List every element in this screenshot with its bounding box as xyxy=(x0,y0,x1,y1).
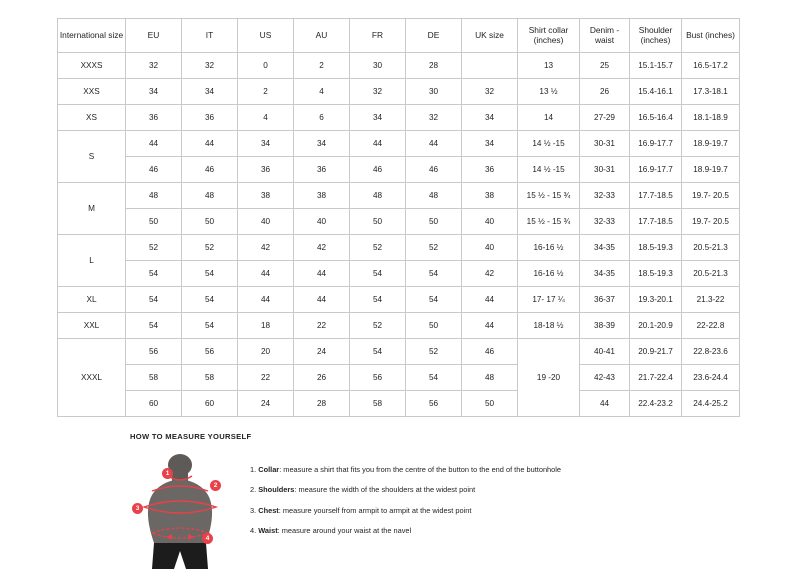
measure-instruction-3 xyxy=(250,506,750,515)
cell-denim-waist: 30-31 xyxy=(580,131,630,157)
cell-au: 28 xyxy=(294,391,350,417)
cell-shirt-collar: 16-16 ½ xyxy=(518,235,580,261)
cell-bust: 24.4-25.2 xyxy=(682,391,740,417)
how-to-measure-section xyxy=(130,432,750,571)
column-header-shirt-collar: Shirt collar (inches) xyxy=(518,19,580,53)
cell-shirt-collar: 14 ½ -15 xyxy=(518,157,580,183)
cell-us: 38 xyxy=(238,183,294,209)
size-chart-table xyxy=(57,18,740,417)
cell-de: 50 xyxy=(406,313,462,339)
cell-it: 58 xyxy=(182,365,238,391)
column-header-fr: FR xyxy=(350,19,406,53)
cell-shirt-collar: 19 -20 xyxy=(518,339,580,417)
cell-us: 36 xyxy=(238,157,294,183)
cell-it: 50 xyxy=(182,209,238,235)
instruction-text: : measure around your waist at the navel xyxy=(277,525,412,535)
cell-au: 24 xyxy=(294,339,350,365)
table-row xyxy=(58,261,740,287)
instruction-number: 4. xyxy=(250,525,257,535)
cell-uk-size: 44 xyxy=(462,313,518,339)
cell-eu: 34 xyxy=(126,79,182,105)
cell-eu: 58 xyxy=(126,365,182,391)
column-header-eu: EU xyxy=(126,19,182,53)
cell-uk-size: 42 xyxy=(462,261,518,287)
cell-it: 52 xyxy=(182,235,238,261)
cell-international-size: XL xyxy=(58,287,126,313)
column-header-uk-size: UK size xyxy=(462,19,518,53)
cell-international-size: S xyxy=(58,131,126,183)
cell-denim-waist: 30-31 xyxy=(580,157,630,183)
cell-eu: 44 xyxy=(126,131,182,157)
marker-3-chest: 3 xyxy=(132,503,143,514)
cell-eu: 52 xyxy=(126,235,182,261)
instruction-text: : measure a shirt that fits you from the centre of the button to the end of the buttonhole xyxy=(279,465,562,474)
cell-eu: 48 xyxy=(126,183,182,209)
cell-fr: 54 xyxy=(350,287,406,313)
table-row xyxy=(58,339,740,365)
cell-fr: 48 xyxy=(350,183,406,209)
cell-us: 34 xyxy=(238,131,294,157)
cell-denim-waist: 34-35 xyxy=(580,235,630,261)
cell-denim-waist: 38-39 xyxy=(580,313,630,339)
cell-us: 4 xyxy=(238,105,294,131)
cell-us: 42 xyxy=(238,235,294,261)
cell-uk-size: 38 xyxy=(462,183,518,209)
measure-instruction-2 xyxy=(250,485,750,494)
cell-international-size: XXXS xyxy=(58,53,126,79)
cell-it: 56 xyxy=(182,339,238,365)
cell-bust: 23.6-24.4 xyxy=(682,365,740,391)
cell-eu: 32 xyxy=(126,53,182,79)
cell-eu: 60 xyxy=(126,391,182,417)
cell-fr: 32 xyxy=(350,79,406,105)
column-header-shoulder: Shoulder (inches) xyxy=(630,19,682,53)
cell-uk-size: 40 xyxy=(462,209,518,235)
cell-it: 48 xyxy=(182,183,238,209)
table-header-row xyxy=(58,19,740,53)
cell-fr: 56 xyxy=(350,365,406,391)
cell-us: 24 xyxy=(238,391,294,417)
marker-4-waist: 4 xyxy=(202,533,213,544)
cell-shoulder: 15.4-16.1 xyxy=(630,79,682,105)
measure-instruction-1 xyxy=(250,465,750,474)
cell-bust: 19.7- 20.5 xyxy=(682,183,740,209)
cell-uk-size: 32 xyxy=(462,79,518,105)
cell-it: 54 xyxy=(182,261,238,287)
cell-fr: 54 xyxy=(350,339,406,365)
cell-au: 6 xyxy=(294,105,350,131)
cell-shoulder: 21.7-22.4 xyxy=(630,365,682,391)
cell-shirt-collar: 13 ½ xyxy=(518,79,580,105)
table-row xyxy=(58,157,740,183)
cell-shoulder: 19.3-20.1 xyxy=(630,287,682,313)
measure-instructions-list xyxy=(240,451,750,546)
cell-us: 0 xyxy=(238,53,294,79)
cell-international-size: XXXL xyxy=(58,339,126,417)
cell-shirt-collar: 15 ½ - 15 ¾ xyxy=(518,209,580,235)
column-header-international-size: International size xyxy=(58,19,126,53)
table-row xyxy=(58,365,740,391)
cell-bust: 22-22.8 xyxy=(682,313,740,339)
cell-de: 54 xyxy=(406,287,462,313)
cell-shoulder: 18.5-19.3 xyxy=(630,261,682,287)
cell-denim-waist: 36-37 xyxy=(580,287,630,313)
cell-uk-size: 46 xyxy=(462,339,518,365)
table-row xyxy=(58,105,740,131)
cell-fr: 30 xyxy=(350,53,406,79)
cell-it: 44 xyxy=(182,131,238,157)
mannequin-illustration xyxy=(130,451,240,571)
cell-us: 44 xyxy=(238,261,294,287)
cell-eu: 54 xyxy=(126,313,182,339)
cell-uk-size: 40 xyxy=(462,235,518,261)
cell-shoulder: 18.5-19.3 xyxy=(630,235,682,261)
cell-us: 18 xyxy=(238,313,294,339)
measure-instruction-4 xyxy=(250,526,750,535)
instruction-term: Shoulders xyxy=(258,485,295,495)
cell-au: 42 xyxy=(294,235,350,261)
cell-uk-size xyxy=(462,53,518,79)
measure-section-title: HOW TO MEASURE YOURSELF xyxy=(130,432,252,441)
table-row xyxy=(58,53,740,79)
cell-shoulder: 22.4-23.2 xyxy=(630,391,682,417)
marker-1-collar: 1 xyxy=(162,468,173,479)
cell-bust: 22.8-23.6 xyxy=(682,339,740,365)
cell-au: 22 xyxy=(294,313,350,339)
cell-au: 34 xyxy=(294,131,350,157)
cell-denim-waist: 44 xyxy=(580,391,630,417)
cell-au: 2 xyxy=(294,53,350,79)
cell-shoulder: 20.1-20.9 xyxy=(630,313,682,339)
cell-au: 38 xyxy=(294,183,350,209)
cell-fr: 34 xyxy=(350,105,406,131)
cell-us: 22 xyxy=(238,365,294,391)
cell-us: 20 xyxy=(238,339,294,365)
cell-shoulder: 20.9-21.7 xyxy=(630,339,682,365)
cell-shoulder: 16.9-17.7 xyxy=(630,131,682,157)
cell-bust: 20.5-21.3 xyxy=(682,235,740,261)
cell-uk-size: 50 xyxy=(462,391,518,417)
table-row xyxy=(58,79,740,105)
cell-bust: 19.7- 20.5 xyxy=(682,209,740,235)
cell-denim-waist: 34-35 xyxy=(580,261,630,287)
cell-shoulder: 16.5-16.4 xyxy=(630,105,682,131)
table-row xyxy=(58,391,740,417)
cell-it: 54 xyxy=(182,313,238,339)
cell-fr: 50 xyxy=(350,209,406,235)
instruction-term: Waist xyxy=(258,525,278,535)
cell-us: 40 xyxy=(238,209,294,235)
cell-eu: 54 xyxy=(126,261,182,287)
table-row xyxy=(58,313,740,339)
cell-fr: 44 xyxy=(350,131,406,157)
mannequin-figure xyxy=(130,451,240,571)
cell-uk-size: 34 xyxy=(462,131,518,157)
cell-denim-waist: 32-33 xyxy=(580,183,630,209)
cell-shirt-collar: 14 ½ -15 xyxy=(518,131,580,157)
cell-de: 44 xyxy=(406,131,462,157)
cell-denim-waist: 42-43 xyxy=(580,365,630,391)
cell-de: 28 xyxy=(406,53,462,79)
cell-shoulder: 16.9-17.7 xyxy=(630,157,682,183)
cell-it: 60 xyxy=(182,391,238,417)
cell-uk-size: 44 xyxy=(462,287,518,313)
cell-de: 48 xyxy=(406,183,462,209)
table-row xyxy=(58,235,740,261)
cell-shirt-collar: 17- 17 ¼ xyxy=(518,287,580,313)
cell-it: 32 xyxy=(182,53,238,79)
cell-fr: 46 xyxy=(350,157,406,183)
cell-de: 46 xyxy=(406,157,462,183)
cell-it: 34 xyxy=(182,79,238,105)
cell-eu: 36 xyxy=(126,105,182,131)
column-header-de: DE xyxy=(406,19,462,53)
cell-international-size: L xyxy=(58,235,126,287)
cell-de: 54 xyxy=(406,261,462,287)
cell-denim-waist: 32-33 xyxy=(580,209,630,235)
column-header-us: US xyxy=(238,19,294,53)
column-header-au: AU xyxy=(294,19,350,53)
cell-eu: 50 xyxy=(126,209,182,235)
cell-shoulder: 17.7-18.5 xyxy=(630,183,682,209)
cell-eu: 56 xyxy=(126,339,182,365)
cell-shoulder: 15.1-15.7 xyxy=(630,53,682,79)
table-row xyxy=(58,183,740,209)
cell-uk-size: 34 xyxy=(462,105,518,131)
cell-it: 54 xyxy=(182,287,238,313)
cell-international-size: XXL xyxy=(58,313,126,339)
cell-fr: 52 xyxy=(350,313,406,339)
cell-international-size: XXS xyxy=(58,79,126,105)
cell-au: 40 xyxy=(294,209,350,235)
table-row xyxy=(58,131,740,157)
instruction-text: : measure the width of the shoulders at the widest point xyxy=(294,485,476,495)
instruction-number: 1. xyxy=(250,465,257,474)
cell-au: 36 xyxy=(294,157,350,183)
cell-de: 32 xyxy=(406,105,462,131)
cell-bust: 18.1-18.9 xyxy=(682,105,740,131)
cell-bust: 16.5-17.2 xyxy=(682,53,740,79)
cell-eu: 54 xyxy=(126,287,182,313)
table-row xyxy=(58,287,740,313)
cell-de: 52 xyxy=(406,339,462,365)
cell-denim-waist: 27-29 xyxy=(580,105,630,131)
cell-international-size: M xyxy=(58,183,126,235)
table-row xyxy=(58,209,740,235)
cell-fr: 58 xyxy=(350,391,406,417)
cell-us: 2 xyxy=(238,79,294,105)
cell-bust: 17.3-18.1 xyxy=(682,79,740,105)
cell-bust: 18.9-19.7 xyxy=(682,131,740,157)
marker-2-shoulders: 2 xyxy=(210,480,221,491)
cell-denim-waist: 40-41 xyxy=(580,339,630,365)
cell-de: 56 xyxy=(406,391,462,417)
cell-de: 52 xyxy=(406,235,462,261)
column-header-it: IT xyxy=(182,19,238,53)
cell-international-size: XS xyxy=(58,105,126,131)
cell-us: 44 xyxy=(238,287,294,313)
instruction-number: 2. xyxy=(250,485,257,495)
instruction-text: : measure yourself from armpit to armpit at the widest point xyxy=(278,505,472,515)
cell-fr: 54 xyxy=(350,261,406,287)
cell-shirt-collar: 14 xyxy=(518,105,580,131)
column-header-bust: Bust (inches) xyxy=(682,19,740,53)
cell-denim-waist: 26 xyxy=(580,79,630,105)
cell-bust: 18.9-19.7 xyxy=(682,157,740,183)
cell-bust: 20.5-21.3 xyxy=(682,261,740,287)
instruction-number: 3. xyxy=(250,505,257,515)
column-header-denim-waist: Denim - waist xyxy=(580,19,630,53)
cell-de: 50 xyxy=(406,209,462,235)
cell-fr: 52 xyxy=(350,235,406,261)
cell-de: 30 xyxy=(406,79,462,105)
cell-shirt-collar: 16-16 ½ xyxy=(518,261,580,287)
cell-de: 54 xyxy=(406,365,462,391)
cell-au: 44 xyxy=(294,287,350,313)
cell-au: 26 xyxy=(294,365,350,391)
cell-shoulder: 17.7-18.5 xyxy=(630,209,682,235)
instruction-term: Collar xyxy=(258,465,280,474)
cell-uk-size: 48 xyxy=(462,365,518,391)
cell-shirt-collar: 18-18 ½ xyxy=(518,313,580,339)
cell-it: 36 xyxy=(182,105,238,131)
cell-bust: 21.3-22 xyxy=(682,287,740,313)
cell-eu: 46 xyxy=(126,157,182,183)
cell-uk-size: 36 xyxy=(462,157,518,183)
instruction-term: Chest xyxy=(258,505,279,515)
cell-shirt-collar: 13 xyxy=(518,53,580,79)
cell-au: 44 xyxy=(294,261,350,287)
cell-shirt-collar: 15 ½ - 15 ¾ xyxy=(518,183,580,209)
cell-au: 4 xyxy=(294,79,350,105)
cell-it: 46 xyxy=(182,157,238,183)
cell-denim-waist: 25 xyxy=(580,53,630,79)
